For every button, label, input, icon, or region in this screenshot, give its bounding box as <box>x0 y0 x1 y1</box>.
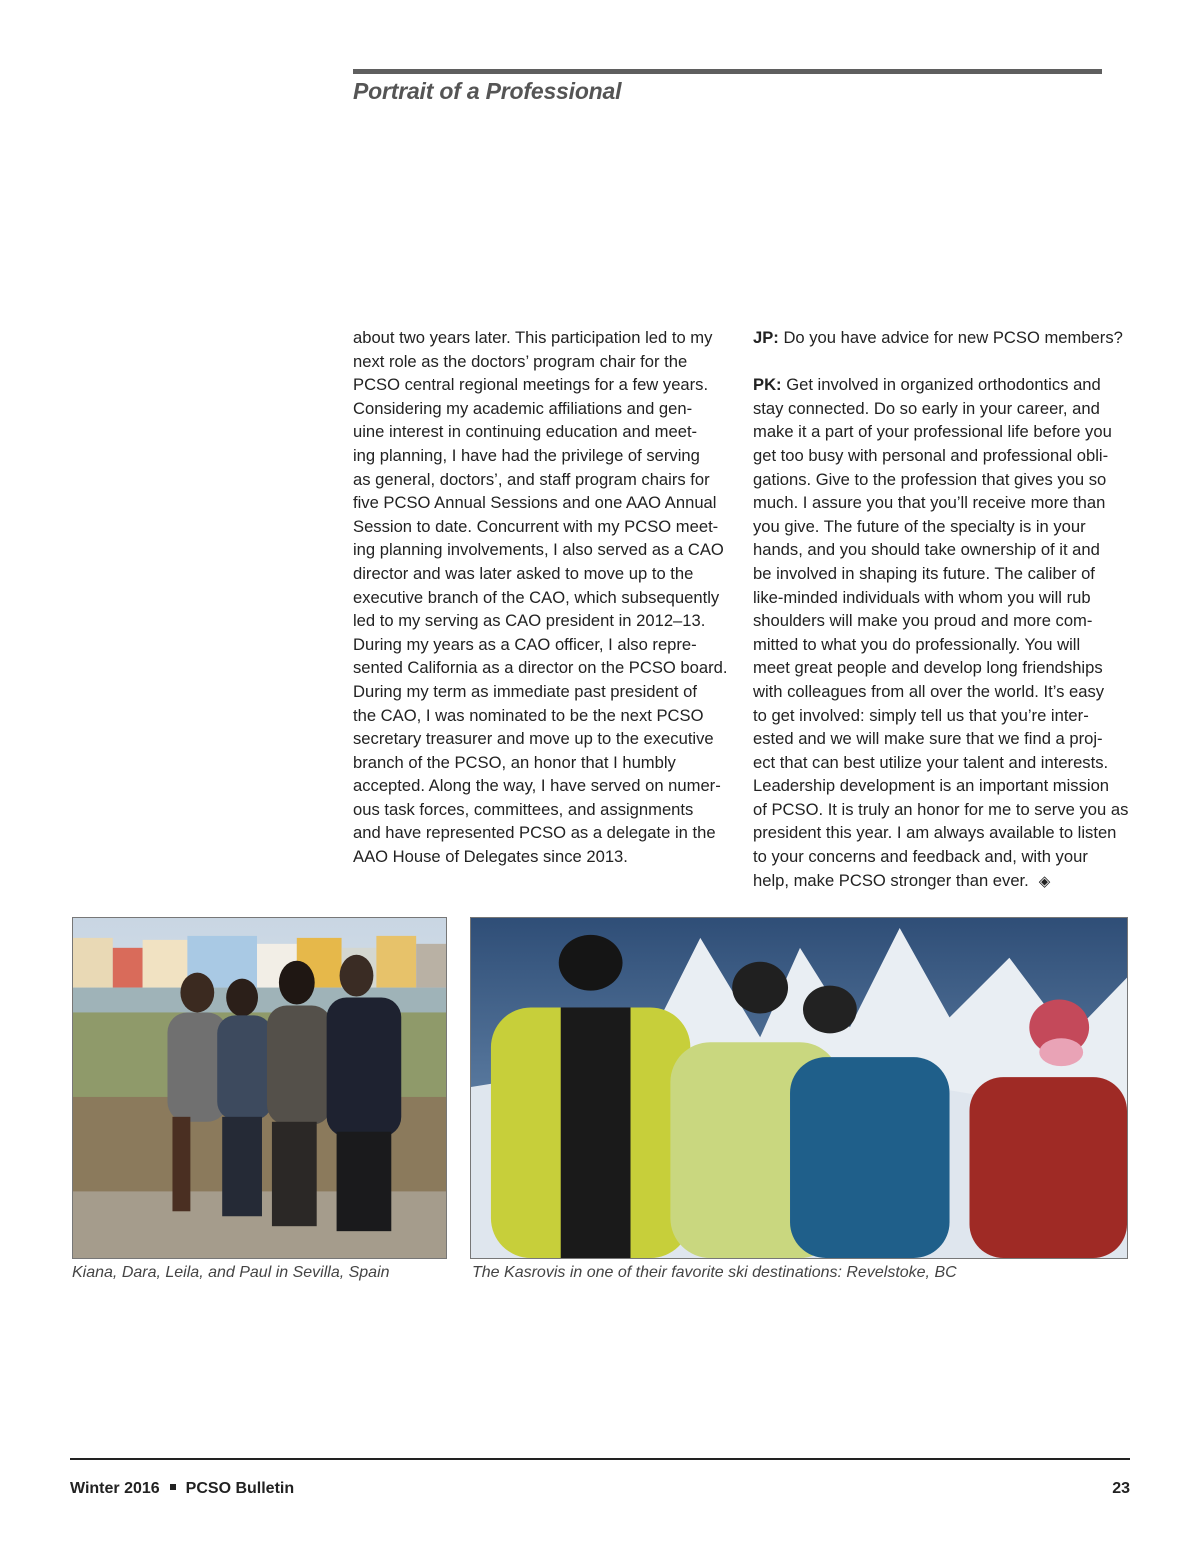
text-line: next role as the doctors’ program chair for the <box>353 351 688 371</box>
footer-publication-info <box>70 1480 294 1498</box>
text-line: executive branch of the CAO, which subsequently <box>353 587 720 607</box>
text-line: you give. The future of the specialty is in your <box>753 516 1086 536</box>
text-line: much. I assure you that you’ll receive more than <box>753 493 1106 513</box>
text-line: During my term as immediate past president of <box>353 681 697 701</box>
text-line: ing planning involvements, I also served as a CAO <box>353 540 724 560</box>
text-line: about two years later. This participation led to my <box>353 328 713 347</box>
text-line: to your concerns and feedback and, with your <box>753 847 1088 867</box>
text-line: AAO House of Delegates since 2013. <box>353 847 628 867</box>
text-line: make it a part of your professional life before you <box>753 422 1112 442</box>
footer-publication: PCSO Bulletin <box>185 1480 295 1497</box>
text-line: be involved in shaping its future. The caliber of <box>753 563 1095 583</box>
text-line: ing planning, I have had the privilege of serving <box>353 445 700 465</box>
top-rule <box>353 69 1102 74</box>
sevilla-family-photo <box>72 917 447 1259</box>
left-column <box>353 326 731 869</box>
text-line: uine interest in continuing education and meet- <box>353 422 698 442</box>
ski-family-photo <box>470 917 1128 1259</box>
text-line: five PCSO Annual Sessions and one AAO Annual <box>353 493 717 513</box>
ski-photo-illustration <box>471 918 1127 1258</box>
text-line: hands, and you should take ownership of it and <box>753 540 1100 560</box>
text-line: Considering my academic affiliations and gen- <box>353 398 693 418</box>
text-line: secretary treasurer and move up to the executive <box>353 729 714 749</box>
text-line: to get involved: simply tell us that you’re inter- <box>753 705 1089 725</box>
text-line: accepted. Along the way, I have served on numer- <box>353 776 721 796</box>
text-line: shoulders will make you proud and more com- <box>753 611 1093 631</box>
text-line: During my years as a CAO officer, I also repre- <box>353 634 697 654</box>
text-line: sented California as a director on the PCSO board. <box>353 658 728 678</box>
text-line: and have represented PCSO as a delegate in the <box>353 823 716 843</box>
interview-question <box>753 326 1133 350</box>
text-line: Session to date. Concurrent with my PCSO meet- <box>353 516 719 536</box>
right-column <box>753 326 1133 892</box>
question-text: Do you have advice for new PCSO members? <box>778 328 1123 347</box>
text-line: get too busy with personal and professional obli- <box>753 445 1109 465</box>
text-line: branch of the PCSO, an honor that I humbly <box>353 752 676 772</box>
text-line: like-minded individuals with whom you will rub <box>753 587 1091 607</box>
section-title: Portrait of a Professional <box>353 78 622 104</box>
footer-issue: Winter 2016 <box>70 1480 160 1497</box>
text-line: president this year. I am always available to listen <box>753 823 1117 843</box>
photo-caption-revelstoke: The Kasrovis in one of their favorite ski destinations: Revelstoke, BC <box>472 1264 957 1281</box>
text-line: with colleagues from all over the world. It’s easy <box>753 681 1105 701</box>
answer-speaker: PK: <box>753 375 782 395</box>
paragraph-gap <box>753 350 1133 374</box>
sevilla-photo-illustration <box>73 918 446 1258</box>
page-number: 23 <box>1112 1480 1130 1497</box>
text-line: ect that can best utilize your talent and interests. <box>753 752 1109 772</box>
question-speaker: JP: <box>753 328 779 347</box>
end-of-article-icon: ◈ <box>1038 872 1051 890</box>
text-line: the CAO, I was nominated to be the next PCSO <box>353 705 704 725</box>
text-line: as general, doctors’, and staff program chairs for <box>353 469 710 489</box>
text-line: ous task forces, committees, and assignments <box>353 799 694 819</box>
text-line: of PCSO. It is truly an honor for me to serve you as <box>753 799 1129 819</box>
text-line: Leadership development is an important mission <box>753 776 1110 796</box>
text-line-last <box>753 869 1133 893</box>
text-line: director and was later asked to move up to the <box>353 563 694 583</box>
text-line: ested and we will make sure that we find a proj- <box>753 729 1103 749</box>
text-line: stay connected. Do so early in your career, and <box>753 398 1100 418</box>
footer-rule <box>70 1458 1130 1460</box>
interview-answer-start <box>753 373 1133 397</box>
text-line: PCSO central regional meetings for a few years. <box>353 375 709 395</box>
text-line: mitted to what you do professionally. You will <box>753 634 1081 654</box>
square-bullet-icon <box>170 1484 176 1490</box>
photo-caption-sevilla: Kiana, Dara, Leila, and Paul in Sevilla, Spain <box>72 1264 390 1281</box>
text-line: meet great people and develop long friendships <box>753 658 1103 678</box>
answer-last-line: help, make PCSO stronger than ever. <box>753 870 1029 890</box>
text-line: led to my serving as CAO president in 2012–13. <box>353 611 706 631</box>
answer-first-line: Get involved in organized orthodontics and <box>781 375 1101 395</box>
text-line: gations. Give to the profession that gives you so <box>753 469 1107 489</box>
